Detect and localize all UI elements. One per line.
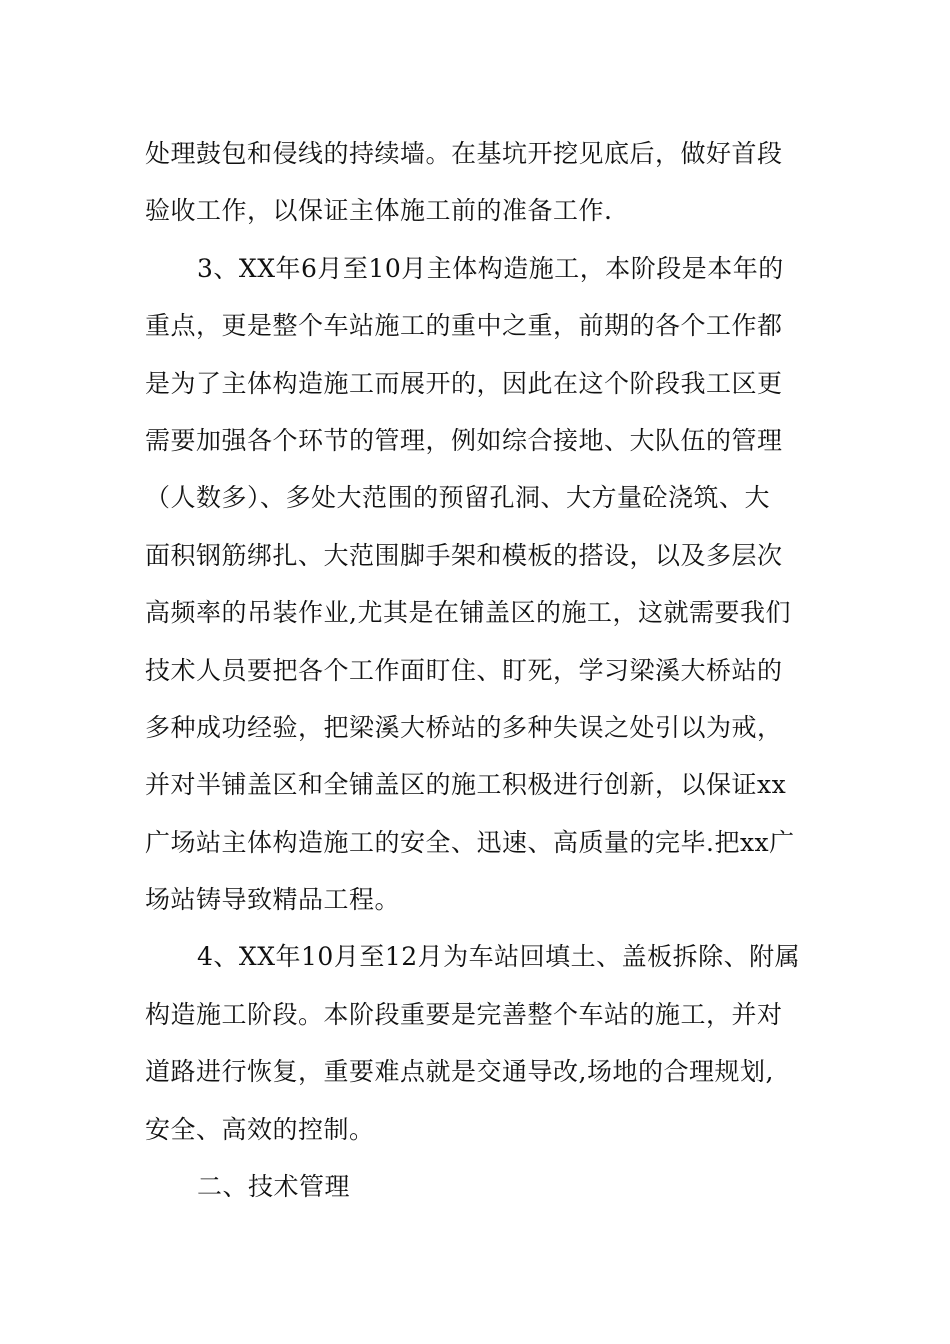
text-line: 多种成功经验，把梁溪大桥站的多种失误之处引以为戒， (145, 712, 783, 742)
text-line: 需要加强各个环节的管理，例如综合接地、大队伍的管理 (145, 425, 783, 455)
text-line: 并对半铺盖区和全铺盖区的施工积极进行创新，以保证xx (145, 770, 787, 800)
text-line: 场站铸导致精品工程。 (145, 885, 401, 915)
text-line: 验收工作，以保证主体施工前的准备工作. (145, 196, 613, 226)
text-line: 广场站主体构造施工的安全、迅速、高质量的完毕.把xx广 (145, 827, 795, 857)
text-line: 是为了主体构造施工而展开的，因此在这个阶段我工区更 (145, 368, 783, 398)
text-line: 重点，更是整个车站施工的重中之重，前期的各个工作都 (145, 311, 783, 341)
text-line: 道路进行恢复，重要难点就是交通导改,场地的合理规划, (145, 1057, 774, 1087)
paragraph-start-line: 3、XX年6月至10月主体构造施工，本阶段是本年的 (197, 253, 784, 283)
text-line: 安全、高效的控制。 (145, 1114, 375, 1144)
text-line: （人数多）、多处大范围的预留孔洞、大方量砼浇筑、大 (145, 483, 771, 513)
document-body (145, 125, 815, 1215)
paragraph-start-line: 4、XX年10月至12月为车站回填土、盖板拆除、附属 (197, 942, 801, 972)
text-line: 构造施工阶段。本阶段重要是完善整个车站的施工，并对 (145, 999, 783, 1029)
section-heading: 二、技术管理 (197, 1172, 351, 1202)
text-line: 处理鼓包和侵线的持续墙。在基坑开挖见底后，做好首段 (145, 139, 783, 168)
text-line: 面积钢筋绑扎、大范围脚手架和模板的搭设，以及多层次 (145, 540, 783, 570)
text-line: 高频率的吊装作业,尤其是在铺盖区的施工，这就需要我们 (145, 598, 791, 628)
text-line: 技术人员要把各个工作面盯住、盯死，学习梁溪大桥站的 (145, 655, 783, 685)
